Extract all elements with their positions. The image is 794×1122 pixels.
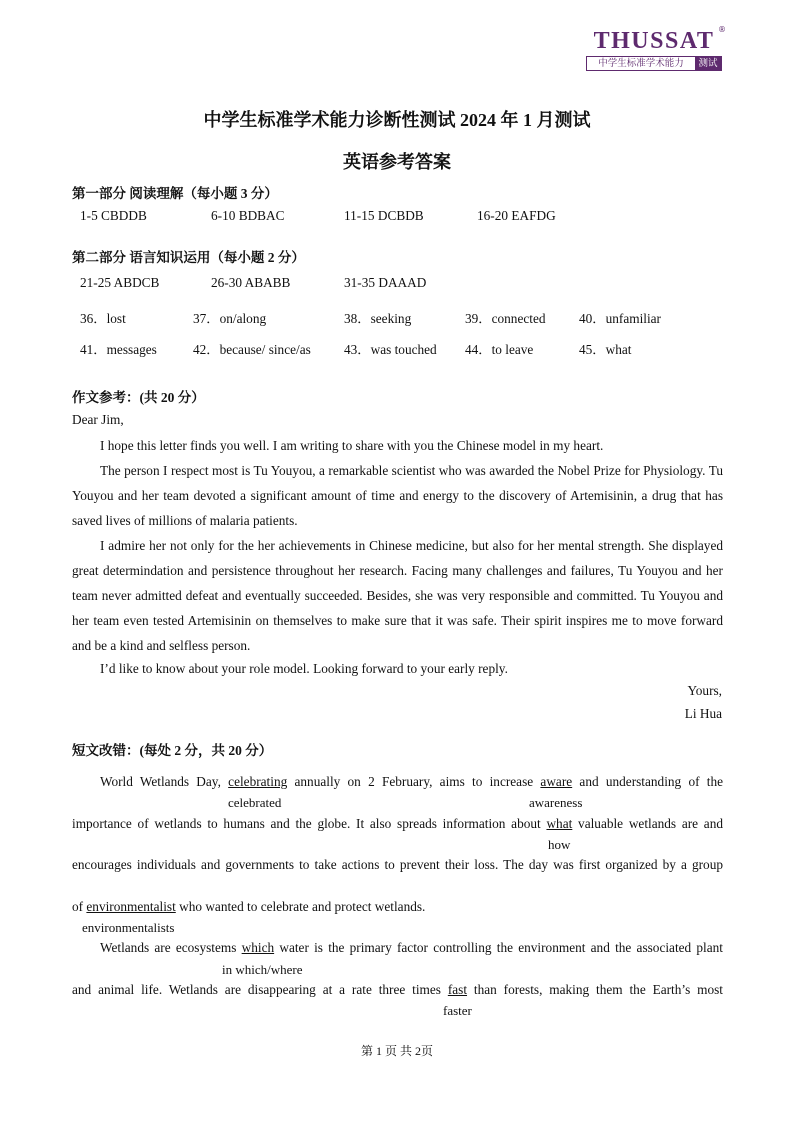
letter-closing: Yours, — [687, 683, 722, 698]
letter-greeting: Dear Jim, — [72, 412, 124, 427]
item-number: 37． — [193, 311, 220, 326]
line-text: of — [72, 899, 87, 914]
part2-heading: 第二部分 语言知识运用（每小题 2 分） — [72, 250, 305, 265]
correction-line — [100, 940, 723, 956]
line-text: and animal life. Wetlands are disappearing at a rate three times — [72, 982, 448, 997]
item-answer: connected — [491, 311, 546, 326]
page-subtitle: 英语参考答案 — [343, 152, 451, 172]
correction-line — [72, 816, 723, 832]
logo-tagline: 中学生标准学术能力 — [598, 58, 684, 69]
item-number: 41． — [80, 342, 107, 357]
paragraph-text: I’d like to know about your role model. Looking forward to your early reply. — [100, 661, 508, 676]
line-text: World Wetlands Day, — [100, 774, 229, 789]
correction-heading: 短文改错：(每处 2 分，共 20 分） — [72, 743, 273, 758]
item-answer: because/ since/as — [219, 342, 311, 357]
fill-answer — [465, 308, 546, 327]
error-word: aware — [540, 774, 573, 789]
letter-paragraph — [72, 656, 723, 681]
answer-group: 21-25 ABDCB — [80, 275, 160, 290]
correction-word: awareness — [529, 795, 583, 810]
correction-word: celebrated — [228, 795, 282, 810]
letter-paragraph — [72, 458, 723, 533]
item-answer: was touched — [370, 342, 437, 357]
page-footer: 第 1 页 共 2页 — [360, 1044, 433, 1058]
line-text: valuable wetlands are and — [572, 816, 723, 831]
logo-tagline-tail: 测试 — [695, 57, 721, 70]
fill-answer — [80, 308, 126, 327]
correction-line — [100, 774, 723, 790]
item-answer: on/along — [219, 311, 267, 326]
fill-answer — [193, 308, 266, 327]
part1-heading: 第一部分 阅读理解（每小题 3 分） — [72, 186, 278, 201]
page-title: 中学生标准学术能力诊断性测试 2024 年 1 月测试 — [203, 110, 591, 130]
item-number: 44． — [465, 342, 492, 357]
answer-group: 11-15 DCBDB — [344, 208, 424, 223]
letter-paragraph — [72, 433, 723, 458]
logo-tagline-bar — [586, 56, 722, 71]
item-number: 36． — [80, 311, 107, 326]
answer-group: 26-30 ABABB — [211, 275, 291, 290]
fill-answer — [193, 339, 311, 358]
fill-answer — [465, 339, 533, 358]
item-answer: seeking — [370, 311, 412, 326]
error-word: environmentalist — [86, 899, 176, 914]
answer-group: 1-5 CBDDB — [80, 208, 147, 223]
item-answer: lost — [106, 311, 126, 326]
line-text: importance of wetlands to humans and the globe. It also spreads information about — [72, 816, 547, 831]
line-text: and understanding of the — [572, 774, 724, 789]
logo-wordmark: THUSSAT — [593, 28, 715, 54]
error-word: fast — [447, 982, 468, 997]
fill-answer — [344, 339, 437, 358]
item-number: 40． — [579, 311, 606, 326]
correction-word: in which/where — [222, 962, 303, 977]
line-text: annually on 2 February, aims to increase — [287, 774, 541, 789]
letter-signature: Li Hua — [684, 706, 722, 721]
line-text: who wanted to celebrate and protect wetlands. — [175, 899, 426, 914]
error-word: which — [241, 940, 275, 955]
error-word: celebrating — [228, 774, 288, 789]
registered-mark: ® — [718, 25, 726, 34]
fill-answer — [579, 308, 661, 327]
essay-heading: 作文参考：(共 20 分） — [72, 390, 205, 405]
item-number: 39． — [465, 311, 492, 326]
line-text: than forests, making them the Earth’s most — [467, 982, 723, 997]
item-answer: what — [605, 342, 632, 357]
correction-line — [72, 982, 723, 998]
item-answer: unfamiliar — [605, 311, 661, 326]
paragraph-text: The person I respect most is Tu Youyou, a remarkable scientist who was awarded the Nobel Prize for Physiology. Tu Youyou and her team devoted a significant amount of time and energy to the discovery of Artemisinin, a drug that has saved lives of millions of malaria patients. — [72, 463, 723, 528]
answer-group: 6-10 BDBAC — [211, 208, 285, 223]
answer-group: 16-20 EAFDG — [477, 208, 556, 223]
answer-group: 31-35 DAAAD — [344, 275, 427, 290]
error-word: what — [546, 816, 573, 831]
paragraph-text: I hope this letter finds you well. I am writing to share with you the Chinese model in my heart. — [100, 438, 604, 453]
correction-word: faster — [443, 1003, 472, 1018]
correction-line — [72, 899, 425, 915]
item-number: 43． — [344, 342, 371, 357]
fill-answer — [80, 339, 157, 358]
correction-line: encourages individuals and governments to take actions to prevent their loss. The day was first organized by a group — [72, 857, 723, 872]
fill-answer — [579, 339, 631, 358]
line-text: Wetlands are ecosystems — [100, 940, 242, 955]
item-number: 42． — [193, 342, 220, 357]
line-text: water is the primary factor controlling the environment and the associated plant — [274, 940, 723, 955]
fill-answer — [344, 308, 411, 327]
item-number: 38． — [344, 311, 371, 326]
item-number: 45． — [579, 342, 606, 357]
thussat-logo — [586, 27, 726, 73]
correction-word: environmentalists — [82, 920, 175, 935]
item-answer: to leave — [491, 342, 534, 357]
letter-paragraph — [72, 533, 723, 658]
paragraph-text: I admire her not only for the her achievements in Chinese medicine, but also for her mental strength. She displayed great determindation and persistence throughout her research. Facing many challenges and failures, Tu Youyou and her team never admitted defeat and eventually succeeded. Besides, she was very responsible and committed. Tu Youyou and her team even tested Artemisinin on themselves to make sure that it was safe. Their spirit inspires me to move forward and be a kind and selfless person. — [72, 538, 723, 653]
correction-word: how — [548, 837, 571, 852]
item-answer: messages — [106, 342, 157, 357]
